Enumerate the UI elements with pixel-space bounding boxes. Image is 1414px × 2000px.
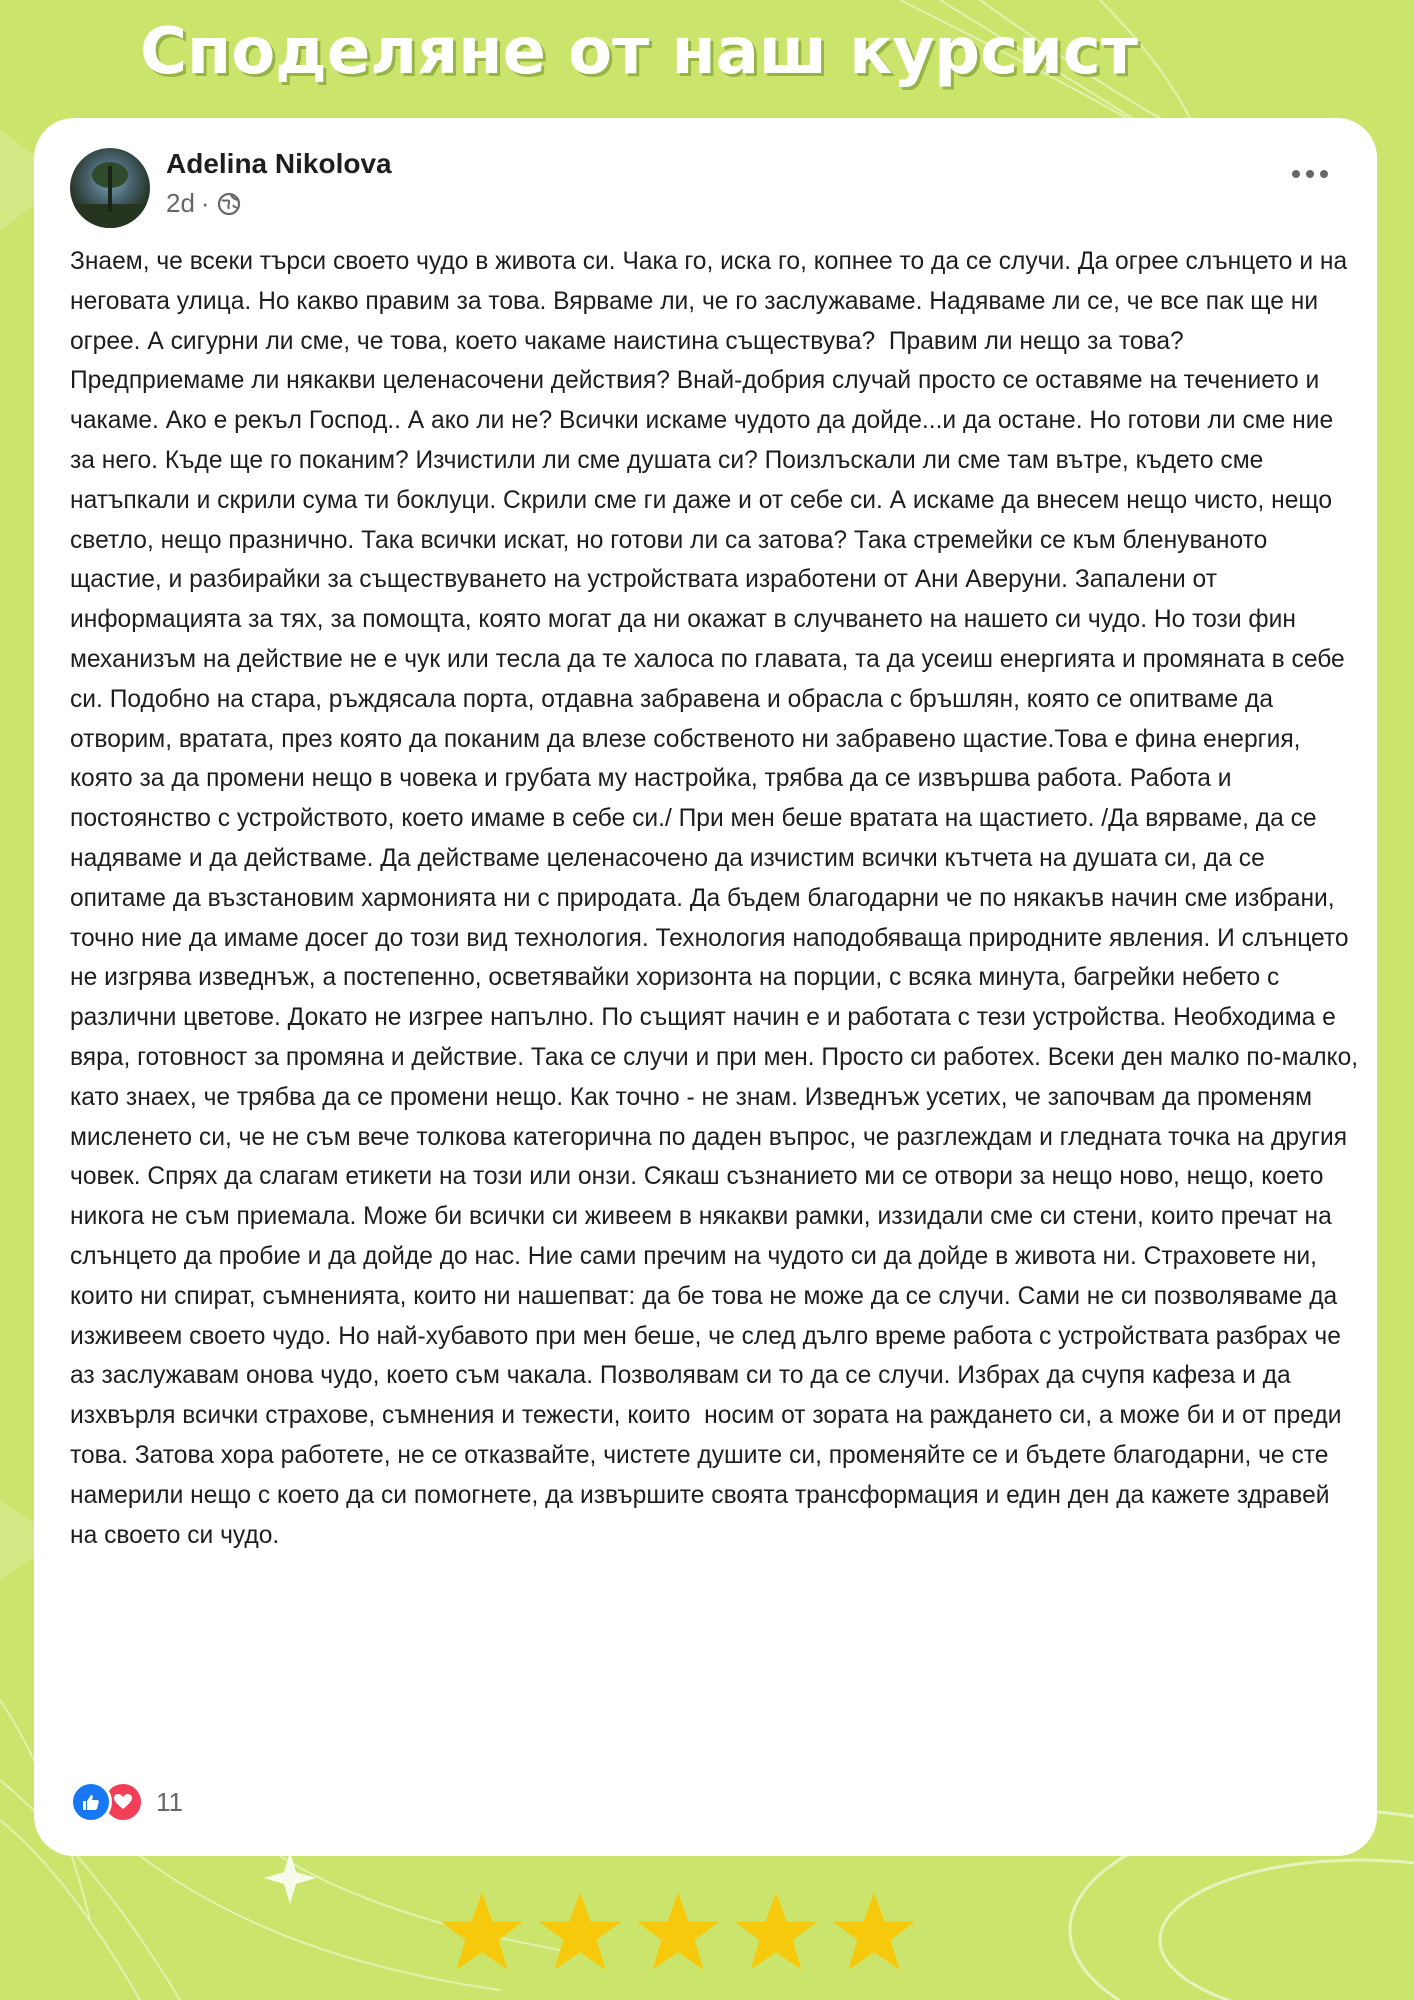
more-options-icon[interactable]: [1285, 164, 1335, 184]
star-icon-2: [536, 1888, 624, 1976]
post-time[interactable]: 2d: [166, 188, 195, 218]
reaction-count: 11: [156, 1786, 183, 1817]
like-icon: [70, 1781, 112, 1823]
globe-icon: [216, 191, 242, 217]
avatar[interactable]: [70, 148, 150, 228]
star-icon-1: [438, 1888, 526, 1976]
star-icon-4: [732, 1888, 820, 1976]
meta-separator: ·: [200, 188, 210, 218]
star-icon-3: [634, 1888, 722, 1976]
star-icon-5: [830, 1888, 918, 1976]
rating-stars: [438, 1888, 918, 1976]
post-author-name[interactable]: Adelina Nikolova: [166, 148, 392, 179]
page-headline: Споделяне от наш курсист: [140, 15, 1138, 89]
reactions-bar[interactable]: [70, 1782, 183, 1822]
post-meta: [166, 188, 242, 219]
post-text: Знаем, че всеки търси своето чудо в живота си. Чака го, иска го, копнее то да се случи. Да огрее слънцето и на неговата улица. Но какво правим за това. Вярваме ли, че го заслужаваме. Надяваме ли се, че все пак ще ни огрее. А сигурни ли сме, че това, което чакаме наистина съществува? Правим ли нещо за това? Предприемаме ли някакви целенасочени действия? Внай-добрия случай просто се оставяме на течението и чакаме. Ако е рекъл Господ.. А ако ли не? Всички искаме чудото да дойде...и да остане. Но готови ли сме ние за него. Къде ще го поканим? Изчистили ли сме душата си? Поизлъскали ли сме там вътре, където сме натъпкали и скрили сума ти боклуци. Скрили сме ги даже и от себе си. А искаме да внесем нещо чисто, нещо светло, нещо празнично. Така всички искат, но готови ли са затова? Така стремейки се към бленуваното щастие, и разбирайки за съществуването на устройствата изработени от Ани Аверуни. Запалени от информацията за тях, за помощта, която могат да ни окажат в случването на нашето си чудо. Но този фин механизъм на действие не е чук или тесла да те халоса по главата, та да усеиш енергията и промяната в себе си. Подобно на стара, ръждясала порта, отдавна забравена и обрасла с бръшлян, която се опитваме да отворим, вратата, през която да поканим да влезе собственото ни забравено щастие.Това е фина енергия, която за да промени нещо в човека и грубата му настройка, трябва да се извършва работа. Работа и постоянство с устройството, което имаме в себе си./ При мен беше вратата на щастието. /Да вярваме, да се надяваме и да действаме. Да действаме целенасочено да изчистим всички кътчета на душата си, да се опитаме да възстановим хармонията ни с природата. Да бъдем благодарни че по някакъв начин сме избрани, точно ние да имаме досег до този вид технология. Технология наподобяваща природните явления. И слънцето не изгрява изведнъж, а постепенно, осветявайки хоризонта на порции, с всяка минута, багрейки небето с различни цветове. Докато не изгрее напълно. По същият начин е и работата с тези устройства. Необходима е вяра, готовност за промяна и действие. Така се случи и при мен. Просто си работех. Всеки ден малко по-малко, като знаех, че трябва да се промени нещо. Как точно - не знам. Изведнъж усетих, че започвам да променям мисленето си, че не съм вече толкова категорична по даден въпрос, че разглеждам и гледната точка на другия човек. Спрях да слагам етикети на този или онзи. Сякаш съзнанието ми се отвори за нещо ново, нещо, което никога не съм приемала. Може би всички си живеем в някакви рамки, иззидали сме си стени, които пречат на слънцето да пробие и да дойде до нас. Ние сами пречим на чудото си да дойде в живота ни. Страховете ни, които ни спират, съмненията, които ни нашепват: да бе това не може да се случи. Сами не си позволяваме да изживеем своето чудо. Но най-хубавото при мен беше, че след дълго време работа с устройствата разбрах че аз заслужавам онова чудо, което съм чакала. Позволявам си то да се случи. Избрах да счупя кафеза и да изхвърля всички страхове, съмнения и тежести, които носим от зората на раждането си, а може би и от преди това. Затова хора работете, не се отказвайте, чистете душите си, променяйте се и бъдете благодарни, че сте намерили нещо с което да си помогнете, да извършите своята трансформация и един ден да кажете здравей на своето си чудо.: [70, 248, 1365, 1549]
facebook-post-card: [34, 118, 1377, 1856]
